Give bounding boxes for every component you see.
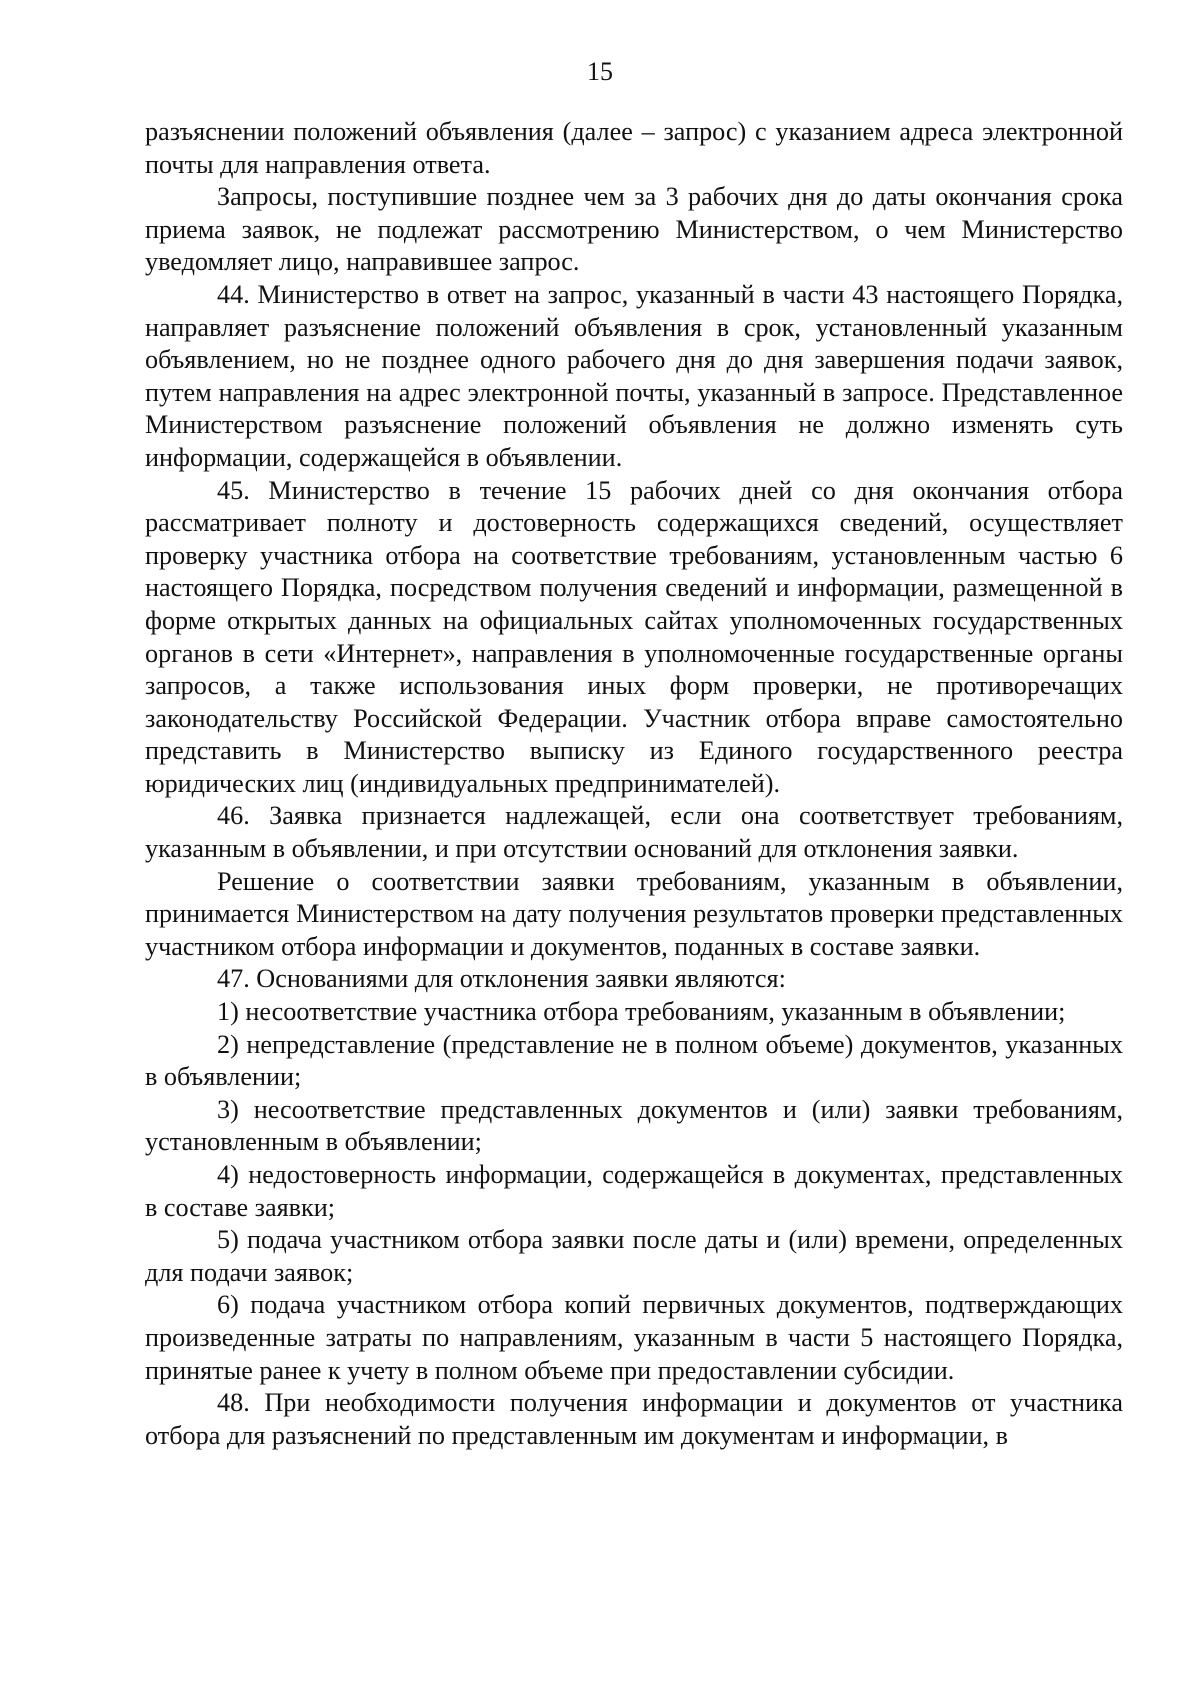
paragraph: Запросы, поступившие позднее чем за 3 рабочих дня до даты окончания срока приема заявок, не подлежат рассмотрению Министерством, о чем Министерство уведомляет лицо, направившее запрос. xyxy=(145,182,1123,277)
paragraph-item-46: 46. Заявка признается надлежащей, если она соответствует требованиям, указанным в объявлении, и при отсутствии оснований для отклонения заявки. xyxy=(145,801,1123,864)
paragraph-item-44: 44. Министерство в ответ на запрос, указанный в части 43 настоящего Порядка, направляет разъяснение положений объявления в срок, установленный указанным объявлением, но не позднее одного рабочего дня до дня завершения подачи заявок, путем направления на адрес электронной почты, указанный в запросе. Представленное Министерством разъяснение положений объявления не должно изменять суть информации, содержащейся в объявлении. xyxy=(145,279,1123,472)
list-item-4: 4) недостоверность информации, содержащейся в документах, представленных в составе заявки; xyxy=(145,1160,1123,1222)
list-item-3: 3) несоответствие представленных документов и (или) заявки требованиям, установленным в объявлении; xyxy=(145,1094,1123,1157)
list-item-1: 1) несоответствие участника отбора требованиям, указанным в объявлении; xyxy=(217,997,1066,1027)
document-body xyxy=(145,116,1123,1452)
list-item-2: 2) непредставление (представление не в полном объеме) документов, указанных в объявлении; xyxy=(145,1029,1123,1092)
list-item-6: 6) подача участником отбора копий первичных документов, подтверждающих произведенные затраты по направлениям, указанным в части 5 настоящего Порядка, принятые ранее к учету в полном объеме при предоставлении субсидии. xyxy=(145,1290,1123,1385)
paragraph-item-48: 48. При необходимости получения информации и документов от участника отбора для разъяснений по представленным им документам и информации, в xyxy=(145,1388,1123,1450)
paragraph: Решение о соответствии заявки требованиям, указанным в объявлении, принимается Министерством на дату получения результатов проверки представленных участником отбора информации и документов, поданных в составе заявки. xyxy=(145,866,1123,961)
list-item-5: 5) подача участником отбора заявки после даты и (или) времени, определенных для подачи заявок; xyxy=(145,1225,1123,1287)
paragraph: разъяснении положений объявления (далее – запрос) с указанием адреса электронной почты для направления ответа. xyxy=(145,117,1123,179)
paragraph-item-45: 45. Министерство в течение 15 рабочих дней со дня окончания отбора рассматривает полноту и достоверность содержащихся сведений, осуществляет проверку участника отбора на соответствие требованиям, установленным частью 6 настоящего Порядка, посредством получения сведений и информации, размещенной в форме открытых данных на официальных сайтах уполномоченных государственных органов в сети «Интернет», направления в уполномоченные государственные органы запросов, а также использования иных форм проверки, не противоречащих законодательству Российской Федерации. Участник отбора вправе самостоятельно представить в Министерство выписку из Единого государственного реестра юридических лиц (индивидуальных предпринимателей). xyxy=(145,475,1123,798)
paragraph-item-47: 47. Основаниями для отклонения заявки являются: xyxy=(217,964,786,994)
page-number: 15 xyxy=(587,57,613,86)
